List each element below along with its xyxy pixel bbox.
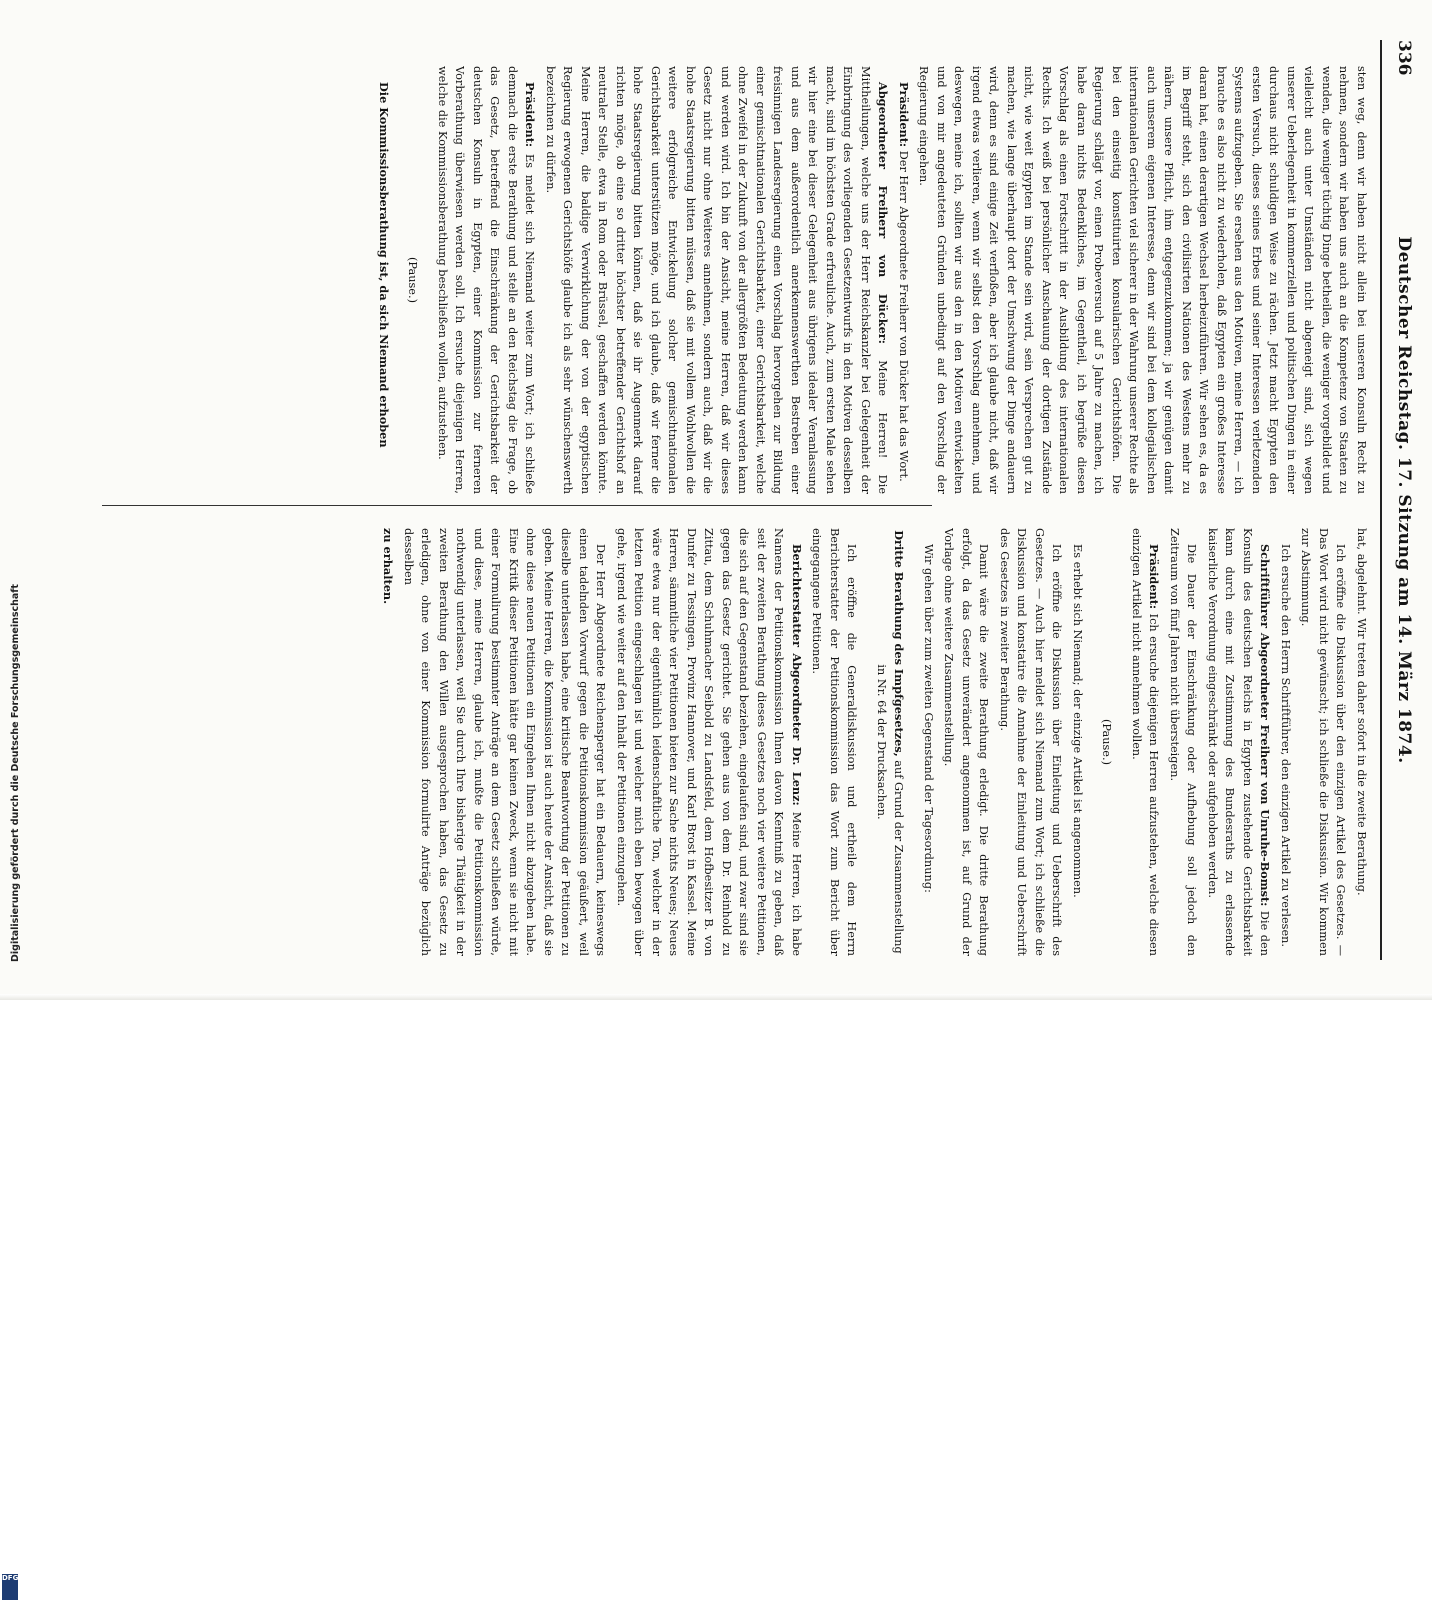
paragraph: Damit wäre die zweite Berathung erledigt. Die dritte Berathung erfolgt, da das Gesetz unverändert angenommen ist, auf Grund der Vorlage ohne weitere Zusammenstellung. xyxy=(942,528,991,956)
paragraph xyxy=(1204,528,1274,956)
section-title: Dritte Berathung des Impfgesetzes, xyxy=(892,530,907,757)
paragraph: sten weg, denn wir haben nicht allein bei unseren Konsuln Recht zu nehmen, sondern wir haben uns auch an die Kompetenz von Staaten zu wenden, die weniger tüchtig Dinge betheilen, die weniger vorgebildet und vielleicht auch unter Umständen nicht abgeneigt sind, sich wegen unserer Ueberlegenheit in kommerziellen und politischen Dingen in einer durchaus nicht schuldigen Weise zu rächen. Jetzt macht Egypten den ersten Versuch, dieses seines Erbes und seiner Interessen verletzenden Systems aufzugeben. Sie ersehen aus den Motiven, meine Herren, — ich brauche es also nicht zu wiederholen, daß Egypten ein großes Interesse daran hat, einen derartigen Wechsel herbeizuführen. Wir sehen es, da es im Begriff steht, sich den civilisirten Nationen des Westens mehr zu nähern, unsere Pflicht, ihm entgegenzukommen; ja wir genügen damit auch unserem eigenen Interesse, denn wir sind bei dem kollegialischen internationalen Gerichten viel sicherer in der Wahrung unserer Rechte als bei den einseitig konstituirten konsularischen Gerichtshöfen. Die Regierung schlägt vor, einen Probeversuch auf 5 Jahre zu machen, ich habe daran nichts Bedenkliches, im Gegentheil, ich begrüße diesen Vorschlag als einen Fortschritt in der Ausbildung des internationalen Rechts. Ich weiß bei persönlicher Anschauung der dortigen Zustände nicht, wie weit Egypten im Stande sein wird, sein Versprechen gut zu machen, wie lange überhaupt dort der Umschwung der Dinge andauern wird, denn es sind einige Zeit verfloßen, aber ich glaube nicht, daß wir irgend etwas verlieren, wenn wir selbst den Vorschlag annehmen, und deswegen, meine ich, sollten wir aus den in den Motiven entwickelten und von mir angedeuteten Gründen unbedingt auf den Vorschlag der Regierung eingehen. xyxy=(917,66,1368,494)
column-divider xyxy=(102,505,932,506)
paragraph xyxy=(434,66,539,494)
speaker-label: Schriftführer Abgeordneter Freiherr von Unruhe-Bomst: xyxy=(1258,544,1273,907)
speech-text: Es meldet sich Niemand weiter zum Wort; ich schließe demnach die erste Berathung und stelle an den Reichstag die Frage, ob das Gesetz, betreffend die Einschränkung der Gerichtsbarkeit der deutschen Konsuln in Egypten, einer Kommission zur ferneren Vorberathung überwiesen werden soll. Ich ersuche diejenigen Herren, welche die Kommissionsberathung beschließen wollen, aufzustehen. xyxy=(436,66,537,494)
paragraph xyxy=(542,66,892,494)
paragraph: Der Herr Abgeordnete Reichensperger hat ein Bedauern, keineswegs einen tadelnden Vorwurf gegen die Petitionskommission geäußert, weil dieselbe unterlassen habe, eine kritische Beantwortung der Petitionen zu geben. Meine Herren, die Kommission ist auch heute der Ansicht, daß sie ohne diese neuen Petitionen ein Eingehen Ihnen nicht abzugeben habe. Eine Kritik dieser Petitionen hätte gar keinen Zweck, wenn sie nicht mit einer Formulirung bestimmter Anträge an dem Gesetz schließen würde, und diese, meine Herren, glaube ich, mußte die Petitionskommission nothwendig unterlassen, weil Sie durch Ihre bisherige Thätigkeit in der zweiten Berathung den Willen ausgesprochen haben, das Gesetz zu erledigen, ohne von einer Kommission formulirte Anträge bezüglich desselben xyxy=(402,528,608,956)
speaker-label: Abgeordneter Freiherr von Dücker: xyxy=(876,82,891,344)
header-rule xyxy=(1380,40,1382,960)
speaker-label: Berichterstatter Abgeordneter Dr. Lenz: xyxy=(790,544,804,806)
paragraph: Ich eröffne die Generaldiskussion und ertheile dem Herrn Berichterstatter der Petitionskommission das Wort zum Bericht über eingegangene Petitionen. xyxy=(810,528,859,956)
pause-note: (Pause.) xyxy=(1100,719,1114,765)
page-number: 336 xyxy=(1394,40,1414,76)
paragraph: zu erhalten. xyxy=(381,528,396,605)
running-title: Deutscher Reichstag. 17. Sitzung am 14. März 1874. xyxy=(1394,236,1414,764)
paragraph: hat, abgelehnt. Wir treten daher sofort in die zweite Berathung. xyxy=(1355,528,1368,896)
paragraph: Wir gehen über zum zweiten Gegenstand der Tagesordnung: xyxy=(922,544,935,893)
paragraph: Ich ersuche den Herrn Schriftführer, den einzigen Artikel zu verlesen. xyxy=(1279,544,1292,948)
right-column xyxy=(70,528,1370,956)
speaker-label: Präsident: xyxy=(897,82,911,148)
dfg-logo-icon: DFG xyxy=(2,1574,18,1600)
paragraph: Ich eröffne die Diskussion über Einleitung und Ueberschrift des Gesetzes. — Auch hier meldet sich Niemand zum Wort; ich schließe die Diskussion und konstatire die Annahme der Einleitung und Ueberschrift des Gesetzes in zweiter Berathung. xyxy=(998,528,1064,956)
speech-text: Die den Konsuln des deutschen Reichs in Egypten zustehende Gerichtsbarkeit kann durch eine mit Zustimmung des Bundesraths zu erlassende kaiserliche Verordnung eingeschränkt oder aufgehoben werden. xyxy=(1206,528,1272,956)
scan-edge xyxy=(0,994,1432,1000)
section-subtitle: auf Grund der Zusammenstellung in Nr. 64 der Drucksachen. xyxy=(875,664,906,954)
footer-credit: Digitalisierung gefördert durch die Deutsche Forschungsgemeinschaft xyxy=(10,584,21,962)
pause-note: (Pause.) xyxy=(406,257,420,303)
section-heading xyxy=(873,528,908,956)
paragraph: Es erhebt sich Niemand; der einzige Artikel ist angenommen. xyxy=(1071,544,1084,898)
digitization-footer xyxy=(0,584,21,1582)
left-column xyxy=(70,66,1370,494)
paragraph: Ich eröffne die Diskussion über den einzigen Artikel des Gesetzes. — Das Wort wird nicht gewünscht; ich schließe die Diskussion. Wir kommen zur Abstimmung. xyxy=(1299,528,1348,956)
speech-text: Der Herr Abgeordnete Freiherr von Dücker hat das Wort. xyxy=(897,150,910,482)
paragraph: Die Kommissionsberathung ist, da sich Niemand erhoben xyxy=(377,82,391,448)
speech-text: Meine Herren! Die Mittheilungen, welche uns der Herr Reichskanzler bei Gelegenheit der Einbringung des vorliegenden Gesetzentwurfs in den Motiven desselben macht, sind im höchsten Grade erfreuliche. Auch, zum ersten Male sehen wir hier eine bei dieser Gelegenheit aus übrigens idealer Veranlassung und aus dem außerordentlich anerkennenswerthen Bestreben einer freisinnigen Landesregierung einen Vorschlag hervorgehen zur Bildung einer gemischtnationalen Gerichtsbarkeit, einer Gerichtsbarkeit, welche ohne Zweifel in der Zukunft von der allergrößten Bedeutung werden kann und werden wird. Ich bin der Ansicht, meine Herren, daß wir dieses Gesetz nicht nur ohne Weiteres annehmen, sondern auch, daß wir die hohe Staatsregierung bitten müssen, daß sie mit vollem Wohlwollen die weitere erfolgreiche Entwickelung solcher gemischtnationalen Gerichtsbarkeit unterstützen möge, und ich glaube, daß wir ferner die hohe Staatsregierung bitten können, daß sie ihr Augenmerk darauf richten möge, ob eine so dritter höchster betreffender Gerichtshof an neutraler Stelle, etwa in Rom oder Brüssel, geschaffen werden könnte. Meine Herren, die baldige Verwirklichung der von der egyptischen Regierung erwogenen Gerichtshöfe glaube ich als sehr wünschenswerth bezeichnen zu dürfen. xyxy=(544,66,890,494)
paragraph xyxy=(895,66,913,494)
speech-text: Ich ersuche diejenigen Herren aufzustehen, welche diesen einzigen Artikel nicht annehmen wollen. xyxy=(1130,528,1161,956)
speaker-label: Präsident: xyxy=(523,82,538,148)
paragraph: Die Dauer der Einschränkung oder Aufhebung soll jedoch den Zeitraum von fünf Jahren nicht übersteigen. xyxy=(1168,528,1199,956)
paragraph xyxy=(1128,528,1163,956)
paragraph xyxy=(613,528,806,956)
page-header xyxy=(1384,40,1414,960)
speaker-label: Präsident: xyxy=(1147,544,1162,610)
speech-text: Meine Herren, ich habe Namens der Petitionskommission Ihnen davon Kenntniß zu geben, daß seit der zweiten Berathung dieses Gesetzes noch vier weitere Petitionen, die sich auf den Gegenstand beziehen, eingelaufen sind, und zwar sind sie gegen das Gesetz gerichtet. Sie gehen aus von dem Dr. Reinhold zu Zittau, dem Schuhmacher Seibold zu Landsfeld, dem Hofbesitzer B. von Dunfer zu Tessingen, Provinz Hannover, und Karl Brost in Kassel. Meine Herren, sämmtliche vier Petitionen bieten zur Sache nichts Neues; Neues wäre etwa nur der eigenthümlich leidenschaftliche Ton, welcher in der letzten Petition eingeschlagen ist und welcher mich eben bewogen über gehe, irgend wie weiter auf den Inhalt der Petitionen einzugehen. xyxy=(615,528,803,956)
